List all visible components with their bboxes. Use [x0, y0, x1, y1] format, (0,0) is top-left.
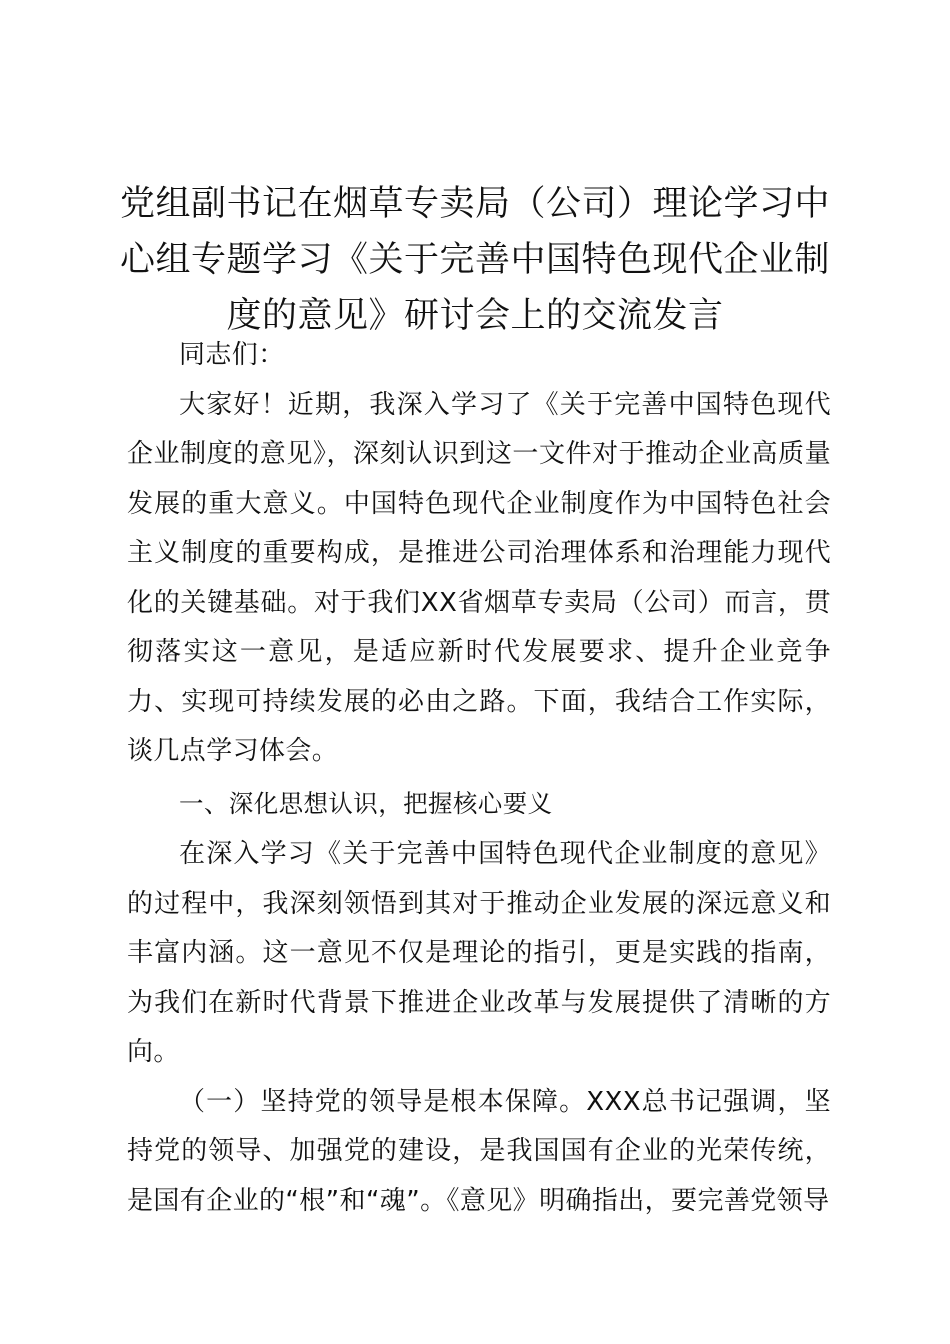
paragraph-intro: 大家好！近期，我深入学习了《关于完善中国特色现代企业制度的意见》，深刻认识到这一文件对于推动企业高质量发展的重大意义。中国特色现代企业制度作为中国特色社会主义制度的重要构成，是推进公司治理体系和治理能力现代化的关键基础。对于我们XX省烟草专卖局（公司）而言，贯彻落实这一意见，是适应新时代发展要求、提升企业竞争力、实现可持续发展的必由之路。下面，我结合工作实际，谈几点学习体会。: [127, 389, 831, 766]
paragraph-subsection-1: （一）坚持党的领导是根本保障。XXX总书记强调，坚持党的领导、加强党的建设，是我国国有企业的光荣传统，是国有企业的“根”和“魂”。《意见》明确指出，要完善党领导: [127, 1086, 831, 1216]
section-heading-1: 一、深化思想认识，把握核心要义: [179, 788, 553, 818]
document-title: 党组副书记在烟草专卖局（公司）理论学习中心组专题学习《关于完善中国特色现代企业制度的意见》研讨会上的交流发言: [119, 184, 830, 336]
salutation: 同志们：: [179, 340, 285, 370]
document-body: [127, 331, 831, 1226]
paragraph-section-1: 在深入学习《关于完善中国特色现代企业制度的意见》的过程中，我深刻领悟到其对于推动企业发展的深远意义和丰富内涵。这一意见不仅是理论的指引，更是实践的指南，为我们在新时代背景下推进企业改革与发展提供了清晰的方向。: [127, 839, 831, 1067]
